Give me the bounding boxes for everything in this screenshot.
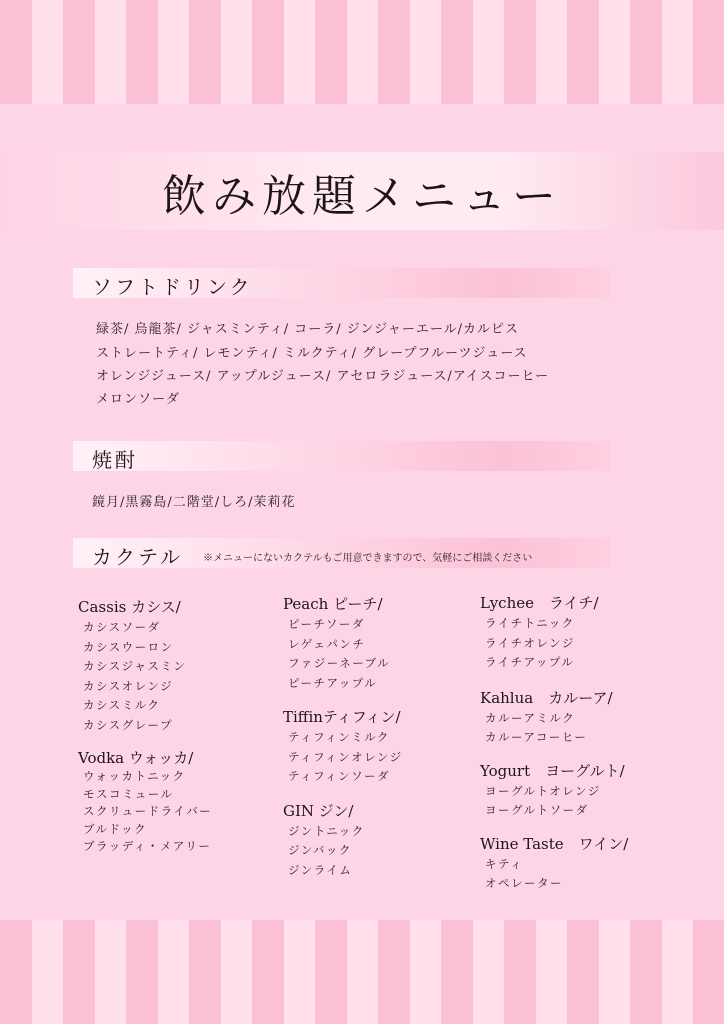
cocktail-group-cassis [78, 597, 212, 735]
cocktail-item: スクリュードライバー [83, 804, 213, 818]
cocktail-item: キティ [485, 856, 524, 871]
cocktail-item: ティフィンミルク [288, 730, 390, 744]
cocktail-item: ウォッカトニック [83, 769, 186, 783]
cocktail-item: レゲェパンチ [288, 636, 366, 651]
page-title: 飲み放題メニュー [162, 171, 562, 222]
cocktail-item: ブルドック [83, 821, 148, 836]
cocktail-item: オペレーター [485, 876, 563, 890]
cocktail-item: ライチアップル [485, 655, 575, 669]
cocktail-group-lychee [480, 593, 628, 673]
cocktail-item: カシスジャスミン [83, 659, 187, 673]
cocktail-item: ジンバック [288, 843, 352, 857]
cocktail-category-name: Wine Taste ワイン/ [480, 834, 629, 853]
cocktail-item: カシスミルク [83, 698, 161, 712]
cocktail-item: ティフィンソーダ [288, 769, 391, 783]
cocktail-group-yogurt [480, 761, 628, 821]
cocktail-note: ※メニューにないカクテルもご用意できますので、気軽にご相談ください [203, 553, 533, 564]
top-stripe-decoration [0, 0, 724, 104]
cocktail-category-name: Peach ピーチ/ [283, 595, 383, 613]
cocktail-item: ライチオレンジ [485, 635, 575, 650]
cocktail-category-name: Kahlua カルーア/ [480, 688, 613, 707]
soft-drink-line: ストレートティ/ レモンティ/ ミルクティ/ グレープフルーツジュース [96, 346, 528, 361]
cocktail-item: ピーチアップル [288, 675, 378, 690]
shochu-title: 焼酎 [92, 448, 138, 472]
cocktail-item: カルーアミルク [485, 710, 576, 725]
cocktail-column-2 [283, 594, 403, 880]
cocktail-category-name: Cassis カシス/ [78, 598, 181, 616]
cocktail-item: ティフィンオレンジ [288, 749, 403, 764]
cocktail-group-wine [480, 834, 628, 894]
cocktail-item: ライチトニック [485, 616, 575, 630]
cocktail-title: カクテル [92, 545, 183, 569]
cocktail-group-gin [283, 801, 403, 881]
cocktail-item: モスコミュール [83, 786, 174, 801]
cocktail-category-name: Vodka ウォッカ/ [78, 749, 194, 767]
cocktail-item: カシスウーロン [83, 639, 174, 654]
soft-drink-line: メロンソーダ [96, 392, 181, 407]
cocktail-item: ヨーグルトオレンジ [485, 783, 601, 798]
cocktail-item: カシスソーダ [83, 620, 161, 634]
cocktail-group-peach [283, 594, 403, 693]
cocktail-group-vodka [78, 748, 212, 856]
cocktail-item: カルーアコーヒー [485, 730, 588, 744]
cocktail-item: カシスグレープ [83, 717, 174, 732]
cocktail-category-name: Tiffinティフィン/ [283, 708, 401, 726]
cocktail-group-kahlua [480, 688, 628, 748]
cocktail-item: ジンライム [288, 862, 353, 877]
cocktail-item: ファジーネーブル [288, 656, 391, 670]
soft-drink-line: オレンジジュース/ アップルジュース/ アセロラジュース/アイスコーヒー [96, 369, 549, 384]
cocktail-category-name: GIN ジン/ [283, 801, 354, 820]
cocktail-column-1 [78, 597, 212, 856]
cocktail-item: ジントニック [288, 823, 365, 838]
cocktail-item: ピーチソーダ [288, 617, 365, 631]
cocktail-item: カシスオレンジ [83, 678, 174, 693]
shochu-header-bar [73, 441, 610, 471]
cocktail-column-3 [480, 593, 628, 894]
cocktail-category-name: Yogurt ヨーグルト/ [480, 761, 625, 780]
soft-drink-title: ソフトドリンク [92, 275, 253, 299]
shochu-line: 鏡月/黒霧島/二階堂/しろ/茉莉花 [92, 495, 296, 510]
soft-drink-line: 緑茶/ 烏龍茶/ ジャスミンティ/ コーラ/ ジンジャーエール/カルピス [96, 322, 519, 337]
cocktail-item: ヨーグルトソーダ [485, 803, 589, 817]
cocktail-group-tiffin [283, 707, 403, 787]
cocktail-category-name: Lychee ライチ/ [480, 594, 599, 612]
cocktail-item: ブラッディ・メアリー [83, 839, 212, 853]
bottom-stripe-decoration [0, 920, 724, 1024]
